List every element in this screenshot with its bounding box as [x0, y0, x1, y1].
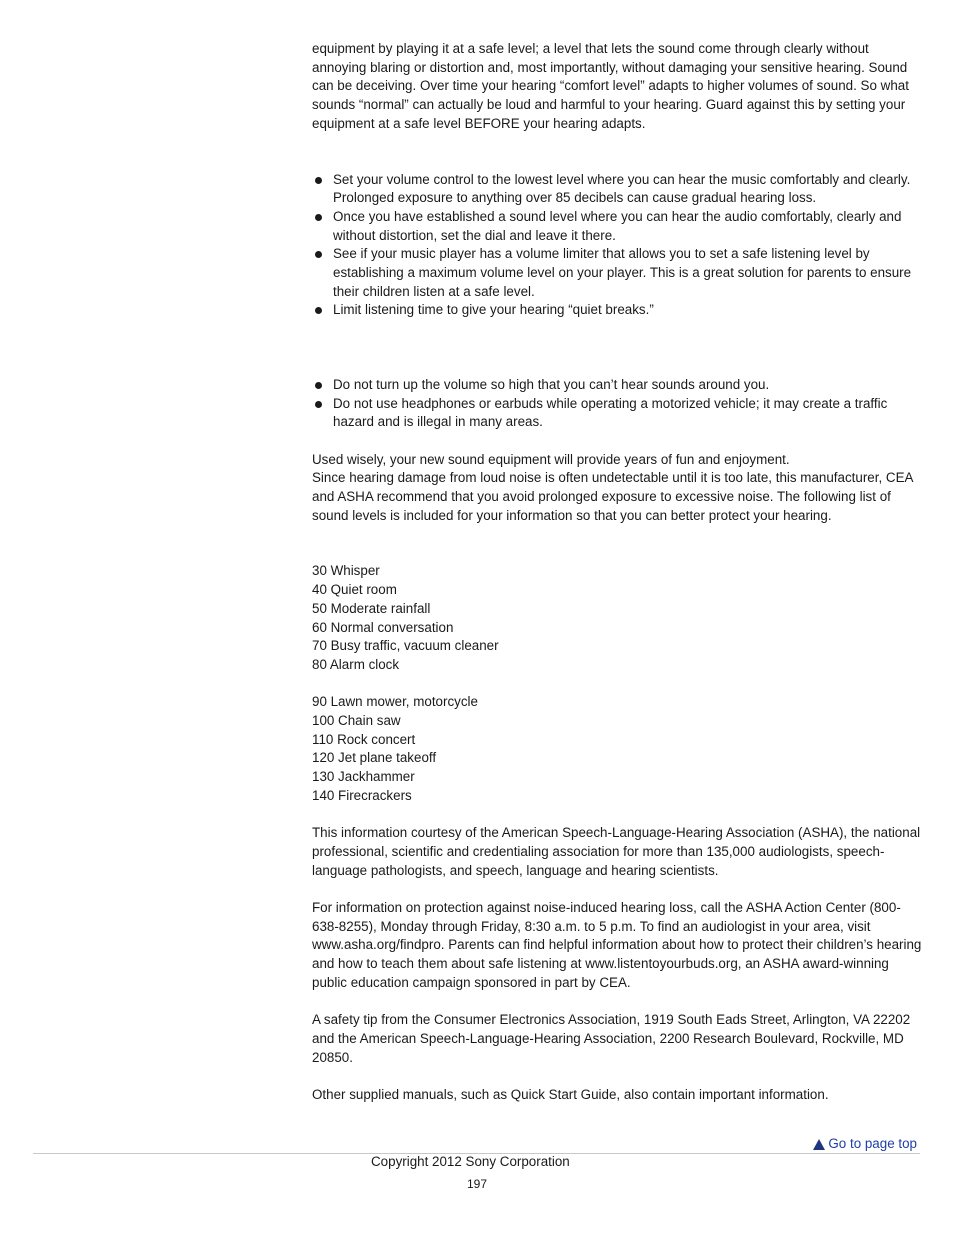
spacer [312, 134, 924, 171]
sound-level-item: 80 Alarm clock [312, 656, 400, 672]
spacer [312, 880, 924, 899]
spacer [312, 432, 924, 451]
protection-paragraph: For information on protection against noise-induced hearing loss, call the ASHA Action Center (800-638-8255), Monday through Friday, 8:30 a.m. to 5 p.m. To find an audiologist in your area, visit www.asha.org/findpro. Parents can find helpful information about how to protect their children’s hearing and how to teach them about safe listening at www.listentoyourbuds.org, an ASHA award-winning public education campaign sponsored in part by CEA. [312, 900, 922, 990]
courtesy-paragraph: This information courtesy of the American Speech-Language-Hearing Association (ASHA), the national professional, scientific and credentialing association for more than 135,000 audiologists, speech-language pathologists, and speech, language and hearing scientists. [312, 825, 921, 878]
spacer [312, 1067, 924, 1086]
other-manuals-paragraph: Other supplied manuals, such as Quick Start Guide, also contain important information. [312, 1087, 829, 1103]
bullet-icon [315, 401, 322, 408]
sound-levels-group-1 [312, 562, 924, 674]
list-item: Once you have established a sound level where you can hear the audio comfortably, clearly and without distortion, set the dial and leave it there. [312, 208, 924, 245]
caution-tips-list [312, 376, 924, 432]
sound-levels-group-2 [312, 693, 924, 805]
sound-level-item: 70 Busy traffic, vacuum cleaner [312, 638, 499, 654]
bullet-icon [315, 382, 322, 389]
sound-level-item: 130 Jackhammer [312, 769, 415, 785]
list-item: Do not turn up the volume so high that you can’t hear sounds around you. [312, 376, 924, 395]
bullet-icon [315, 307, 322, 314]
spacer [312, 675, 924, 694]
bullet-icon [315, 177, 322, 184]
triangle-up-icon [813, 1139, 825, 1150]
spacer [312, 993, 924, 1012]
spacer [312, 806, 924, 825]
sound-level-item: 140 Firecrackers [312, 787, 412, 803]
go-to-page-top-link[interactable] [813, 1135, 917, 1153]
list-item: Do not use headphones or earbuds while operating a motorized vehicle; it may create a traffic hazard and is illegal in many areas. [312, 395, 924, 432]
spacer [312, 357, 924, 376]
sound-level-item: 110 Rock concert [312, 731, 416, 747]
document-body [312, 40, 924, 1105]
go-to-page-top-label: Go to page top [828, 1136, 917, 1151]
sound-level-item: 40 Quiet room [312, 582, 397, 598]
bullet-icon [315, 214, 322, 221]
sound-level-item: 100 Chain saw [312, 713, 401, 729]
sound-level-item: 60 Normal conversation [312, 619, 454, 635]
sound-level-item: 90 Lawn mower, motorcycle [312, 694, 478, 710]
intro-paragraph: equipment by playing it at a safe level; a level that lets the sound come through clearly without annoying blaring or distortion and, most importantly, without damaging your sensitive hearing. Sound can be deceiving. Over time your hearing “comfort level” adapts to higher volumes of sound. So what sounds “normal” can actually be loud and harmful to your hearing. Guard against this by setting your equipment at a safe level BEFORE your hearing adapts. [312, 41, 909, 131]
since-paragraph: Since hearing damage from loud noise is often undetectable until it is too late, this manufacturer, CEA and ASHA recommend that you avoid prolonged exposure to excessive noise. The following list of sound levels is included for your information so that you can better protect your hearing. [312, 470, 913, 523]
list-item: See if your music player has a volume limiter that allows you to set a safe listening level by establishing a maximum volume level on your player. This is a great solution for parents to ensure their children listen at a safe level. [312, 245, 924, 301]
sound-level-item: 50 Moderate rainfall [312, 600, 431, 616]
sound-level-item: 30 Whisper [312, 563, 380, 579]
page-number: 197 [466, 1177, 488, 1191]
spacer [312, 525, 924, 562]
spacer [312, 320, 924, 357]
sound-level-item: 120 Jet plane takeoff [312, 750, 437, 766]
used-wisely-paragraph: Used wisely, your new sound equipment will provide years of fun and enjoyment. [312, 451, 790, 467]
copyright-text: Copyright 2012 Sony Corporation [371, 1154, 570, 1169]
safety-tip-paragraph: A safety tip from the Consumer Electronics Association, 1919 South Eads Street, Arlington, VA 22202 and the American Speech-Language-Hearing Association, 2200 Research Boulevard, Rockville, MD 20850. [312, 1012, 911, 1065]
bullet-icon [315, 251, 322, 258]
list-item: Limit listening time to give your hearing “quiet breaks.” [312, 301, 924, 320]
safe-level-tips-list [312, 171, 924, 321]
list-item: Set your volume control to the lowest level where you can hear the music comfortably and clearly. Prolonged exposure to anything over 85 decibels can cause gradual hearing loss. [312, 171, 924, 208]
